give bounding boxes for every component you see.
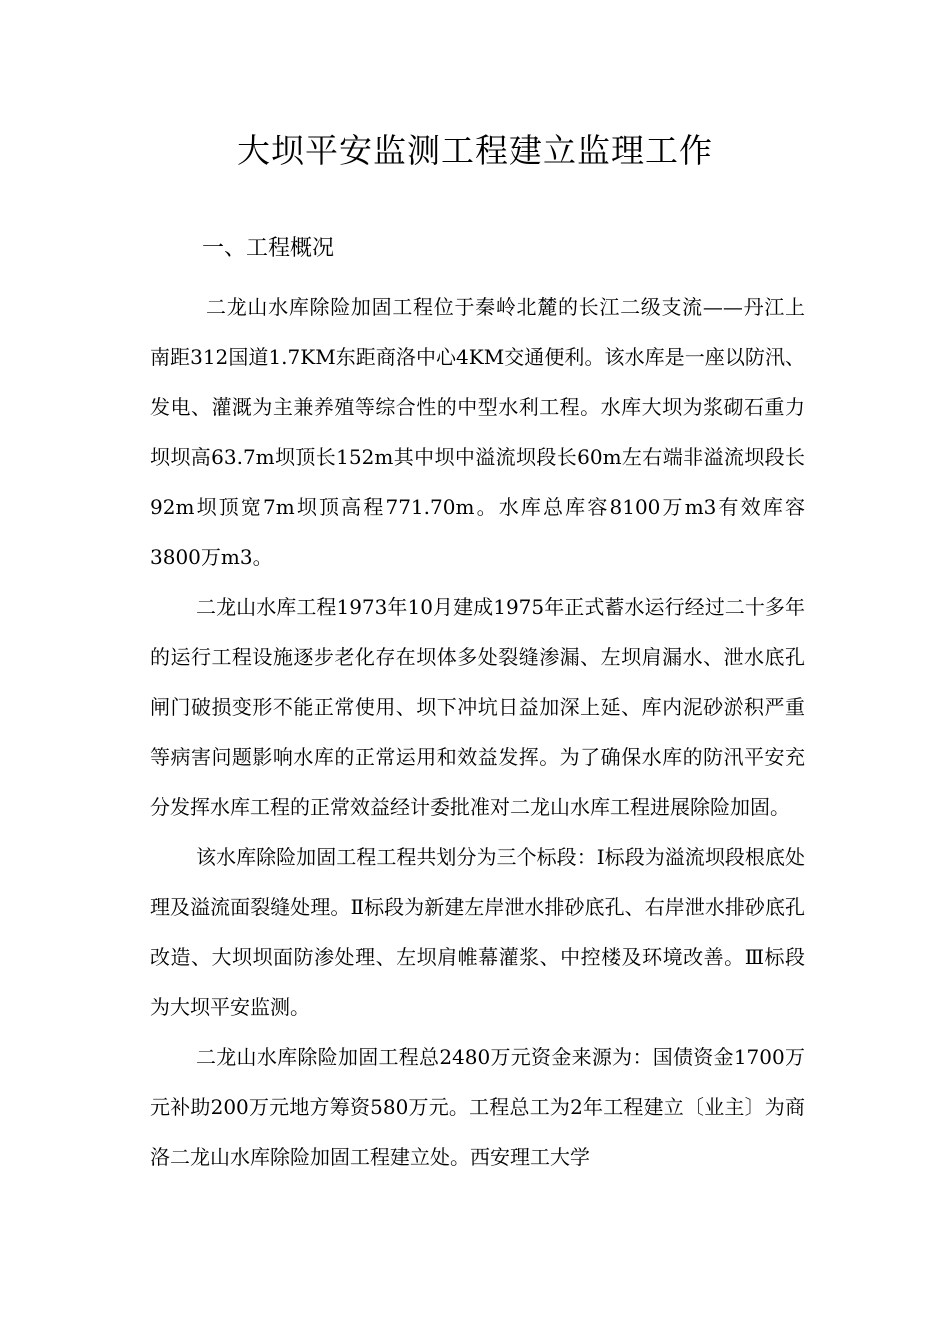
section-heading: 一、工程概况: [202, 236, 335, 261]
body-text: [150, 282, 805, 1182]
paragraph-history: 二龙山水库工程1973年10月建成1975年正式蓄水运行经过二十多年的运行工程设施逐步老化存在坝体多处裂缝渗漏、左坝肩漏水、泄水底孔闸门破损变形不能正常使用、坝下冲坑日益加深上延、库内泥砂淤积严重等病害问题影响水库的正常运用和效益发挥。为了确保水库的防汛平安充分发挥水库工程的正常效益经计委批准对二龙山水库工程进展除险加固。: [150, 595, 805, 819]
paragraph-sections: 该水库除险加固工程工程共划分为三个标段：Ⅰ标段为溢流坝段根底处理及溢流面裂缝处理。Ⅱ标段为新建左岸泄水排砂底孔、右岸泄水排砂底孔改造、大坝坝面防渗处理、左坝肩帷幕灌浆、中控楼及环境改善。Ⅲ标段为大坝平安监测。: [150, 845, 805, 1019]
paragraph-funding: 二龙山水库除险加固工程总2480万元资金来源为：国债资金1700万元补助200万元地方筹资580万元。工程总工为2年工程建立〔业主〕为商洛二龙山水库除险加固工程建立处。西安理工大学: [150, 1045, 805, 1169]
document-title: 大坝平安监测工程建立监理工作: [237, 131, 713, 170]
paragraph-overview: 二龙山水库除险加固工程位于秦岭北麓的长江二级支流——丹江上南距312国道1.7KM东距商洛中心4KM交通便利。该水库是一座以防汛、发电、灌溉为主兼养殖等综合性的中型水利工程。水库大坝为浆砌石重力坝坝高63.7m坝顶长152m其中坝中溢流坝段长60m左右端非溢流坝段长92m坝顶宽7m坝顶高程771.70m。水库总库容8100万m3有效库容3800万m3。: [150, 295, 805, 569]
